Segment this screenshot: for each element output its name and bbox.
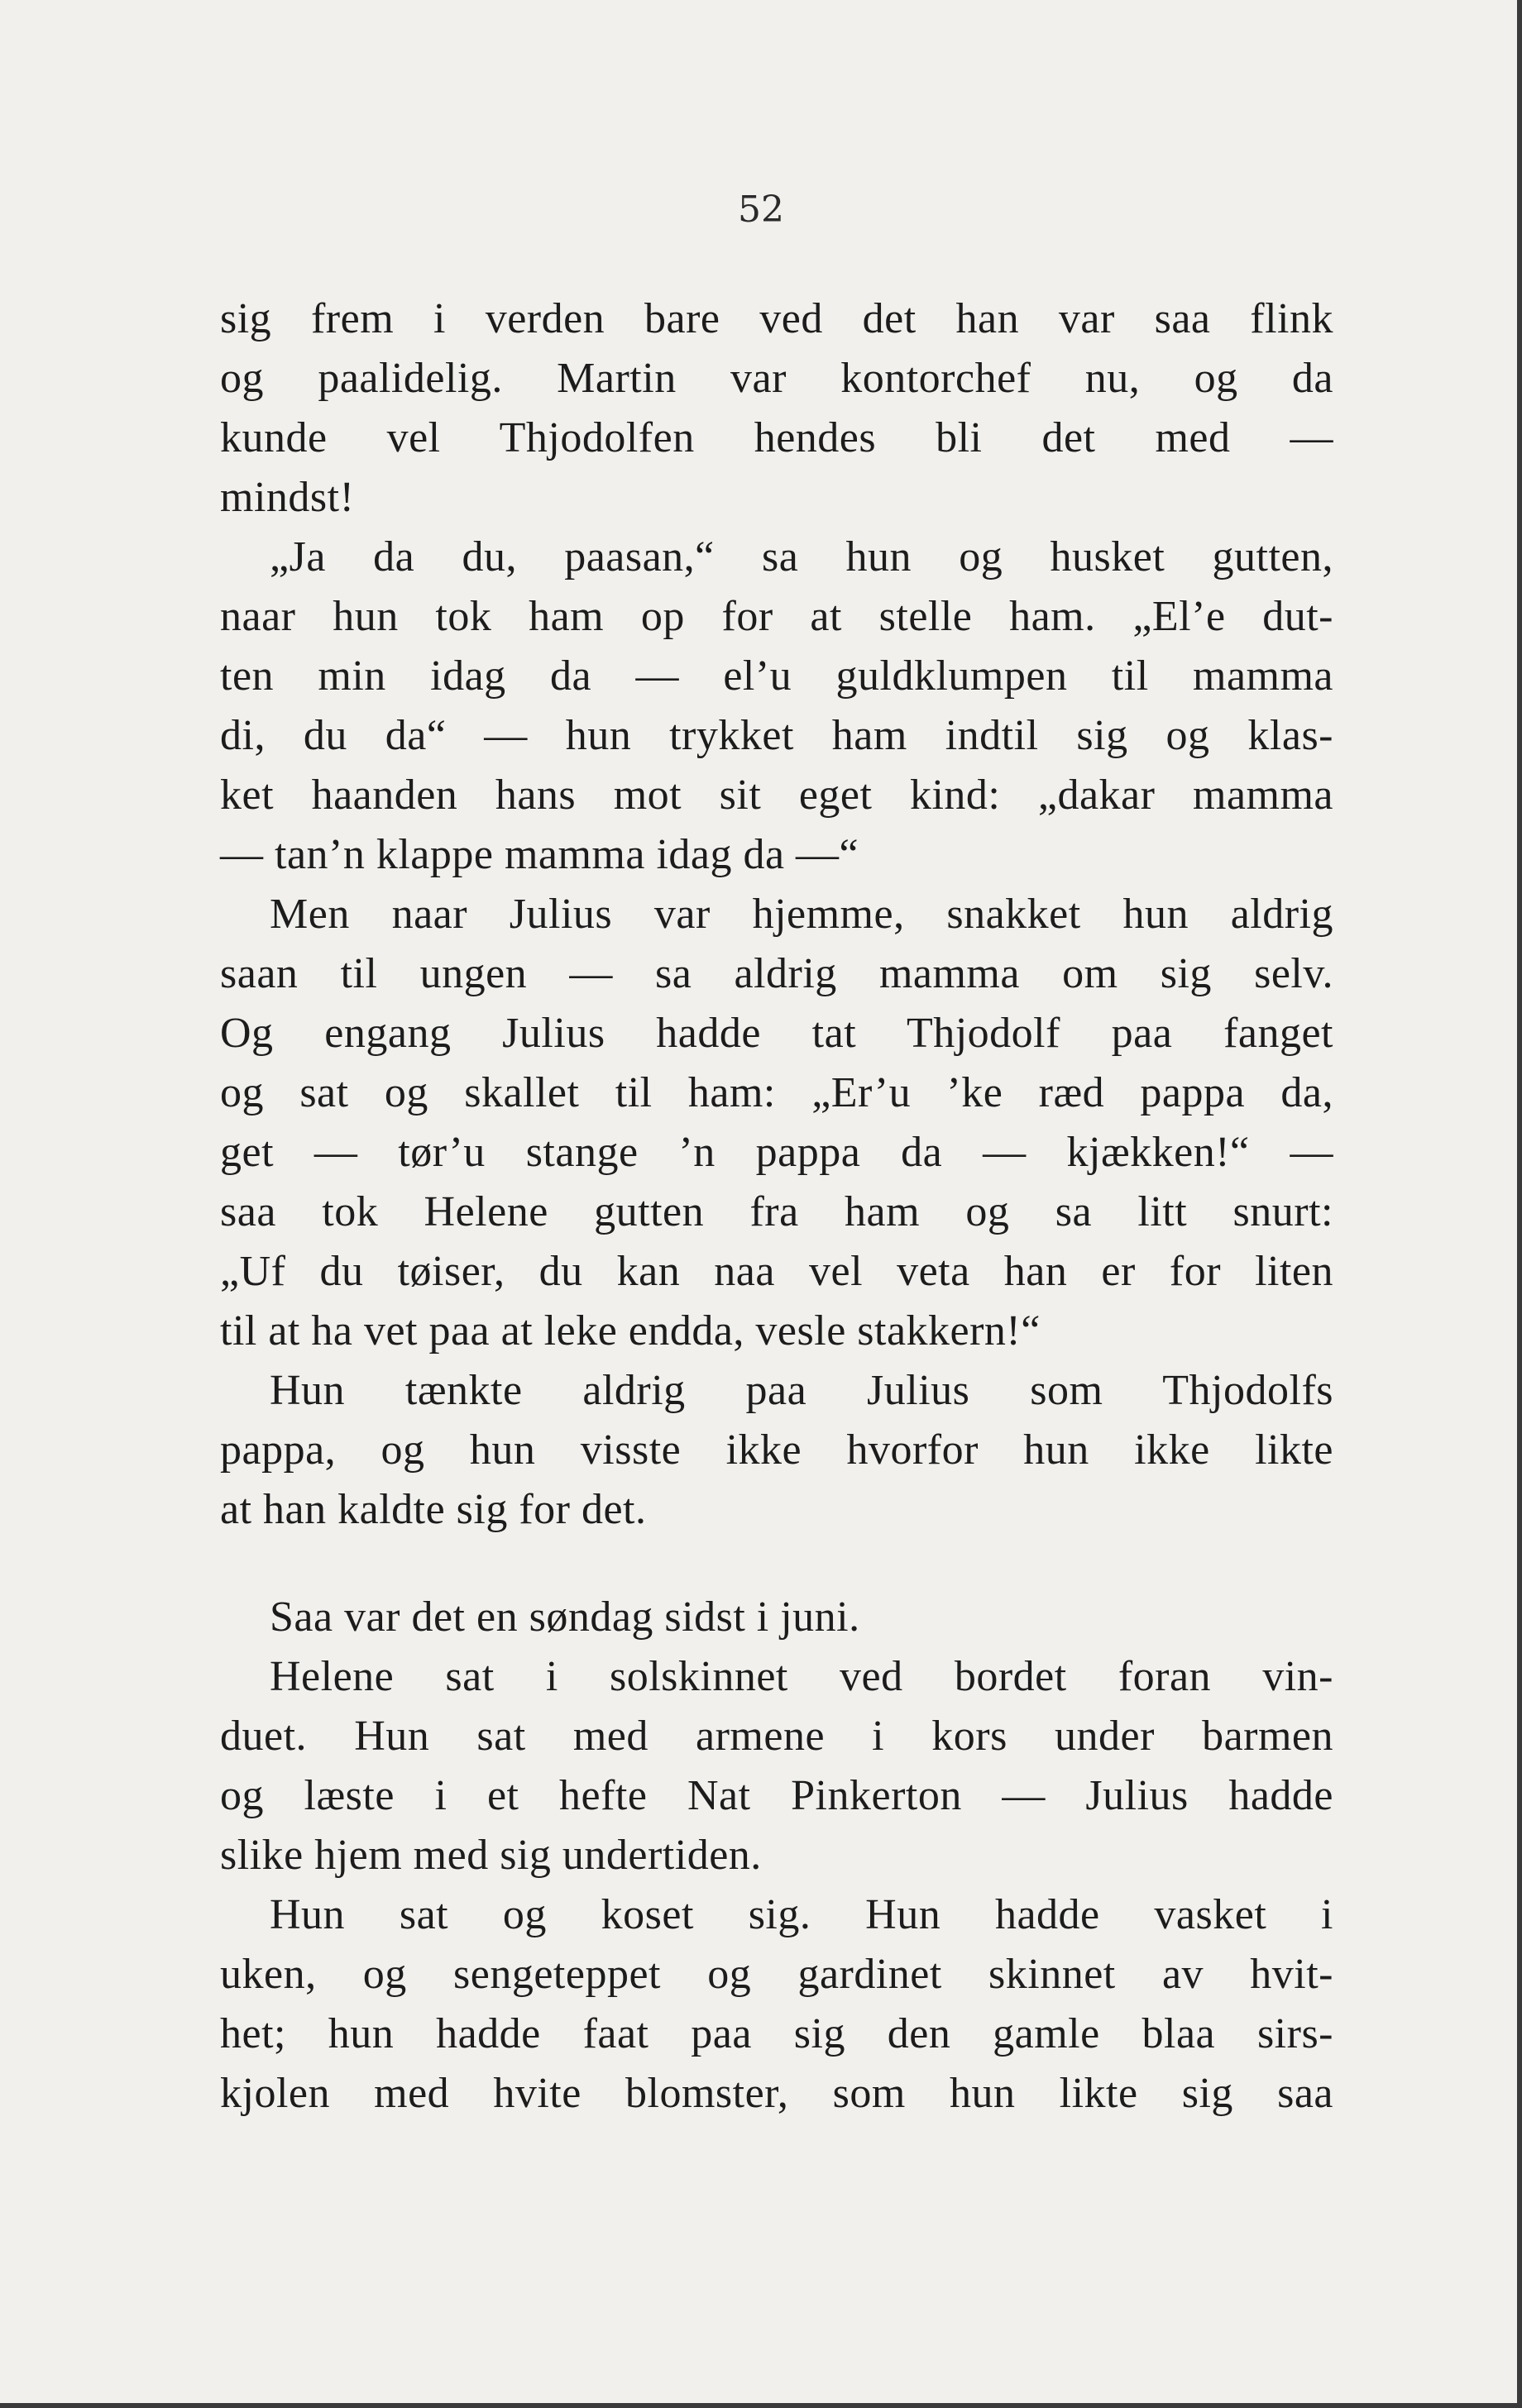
page-edge-right (1517, 0, 1522, 2408)
text-line: sig frem i verden bare ved det han var saa flink (220, 295, 1333, 342)
text-line: Hun tænkte aldrig paa Julius som Thjodolfs (270, 1367, 1333, 1414)
text-line: „Ja da du, paasan,“ sa hun og husket gutten, (270, 533, 1333, 580)
text-line: og paalidelig. Martin var kontorchef nu, og da (220, 355, 1333, 402)
text-line: slike hjem med sig undertiden. (220, 1832, 762, 1879)
text-line: di, du da“ — hun trykket ham indtil sig og klas- (220, 712, 1333, 759)
page-edge-bottom (0, 2403, 1522, 2408)
text-line: „Uf du tøiser, du kan naa vel veta han er for liten (220, 1248, 1333, 1295)
paragraph-block-2 (220, 1588, 1333, 2124)
text-line: pappa, og hun visste ikke hvorfor hun ikke likte (220, 1426, 1333, 1474)
paragraph-block-1 (220, 289, 1333, 1540)
text-line: ket haanden hans mot sit eget kind: „dakar mamma (220, 772, 1333, 819)
text-line: og sat og skallet til ham: „Er’u ’ke ræd pappa da, (220, 1069, 1333, 1116)
text-line: Og engang Julius hadde tat Thjodolf paa fanget (220, 1010, 1333, 1057)
text-line: mindst! (220, 474, 355, 521)
text-line: uken, og sengeteppet og gardinet skinnet av hvit- (220, 1951, 1333, 1998)
text-line: Helene sat i solskinnet ved bordet foran vin- (270, 1653, 1333, 1700)
text-line: kunde vel Thjodolfen hendes bli det med — (220, 414, 1333, 461)
text-line: naar hun tok ham op for at stelle ham. „El’e dut- (220, 593, 1333, 640)
text-line: get — tør’u stange ’n pappa da — kjækken!“ — (220, 1129, 1333, 1176)
text-line: duet. Hun sat med armene i kors under barmen (220, 1713, 1333, 1760)
text-line: saa tok Helene gutten fra ham og sa litt snurt: (220, 1188, 1333, 1235)
text-line: het; hun hadde faat paa sig den gamle blaa sirs- (220, 2010, 1333, 2057)
text-line: Saa var det en søndag sidst i juni. (270, 1593, 860, 1641)
text-line: — tan’n klappe mamma idag da —“ (220, 831, 859, 878)
text-line: at han kaldte sig for det. (220, 1486, 647, 1533)
page-number: 52 (738, 189, 784, 231)
text-line: til at ha vet paa at leke endda, vesle stakkern!“ (220, 1307, 1041, 1354)
text-line: Men naar Julius var hjemme, snakket hun aldrig (270, 891, 1333, 938)
text-line: og læste i et hefte Nat Pinkerton — Julius hadde (220, 1772, 1333, 1819)
text-line: ten min idag da — el’u guldklumpen til mamma (220, 652, 1333, 700)
text-line: Hun sat og koset sig. Hun hadde vasket i (270, 1891, 1333, 1938)
text-line: kjolen med hvite blomster, som hun likte sig saa (220, 2070, 1333, 2117)
text-line: saan til ungen — sa aldrig mamma om sig selv. (220, 950, 1333, 997)
